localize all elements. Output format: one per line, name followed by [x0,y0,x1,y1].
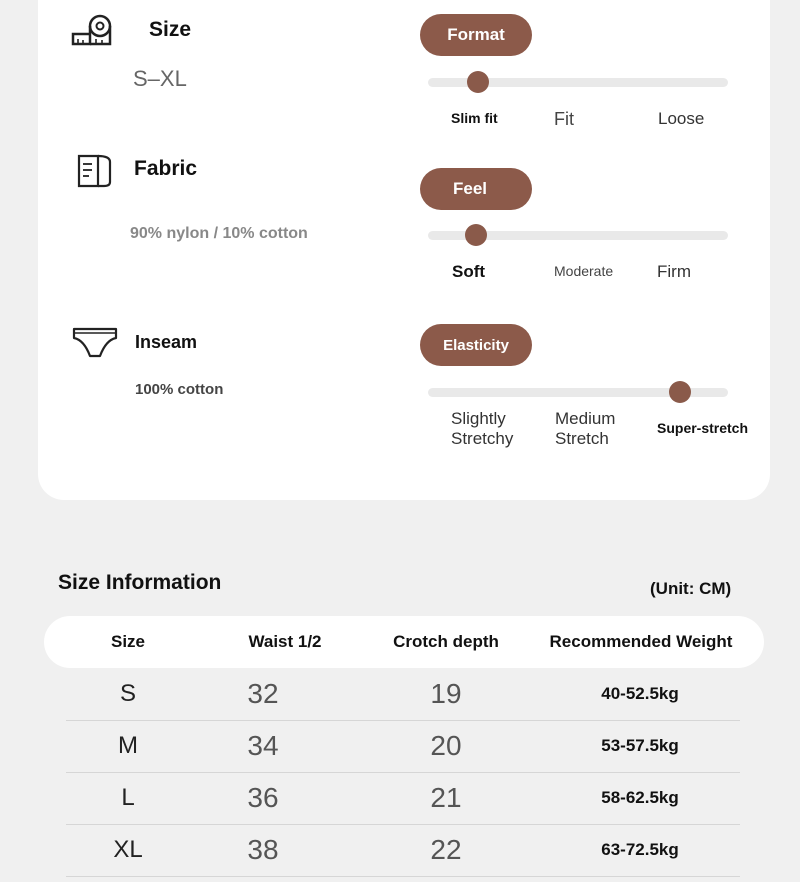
elasticity-knob [669,381,691,403]
header-size: Size [110,632,146,651]
format-label-slim-fit: Slim fit [451,110,498,126]
size-info-title: Size Information [58,571,222,594]
cell-waist: 32 [247,678,279,709]
header-recommended-weight: Recommended Weight [549,632,733,651]
cell-crotch-depth: 21 [430,782,462,813]
cell-size: S [119,680,136,707]
elasticity-label-slightly-stretchy: Slightly Stretchy [451,409,514,448]
feel-label-moderate: Moderate [554,263,614,279]
cell-weight: 53-57.5kg [601,736,679,755]
table-row [66,824,740,877]
size-attribute-title: Size [149,18,192,41]
format-label-fit: Fit [554,109,574,129]
cell-crotch-depth: 20 [430,730,462,761]
cell-size: XL [113,836,143,863]
header-waist: Waist 1/2 [248,632,322,651]
cell-size: L [121,784,135,811]
cell-waist: 36 [247,782,279,813]
format-label-loose: Loose [658,109,705,128]
cell-weight: 40-52.5kg [601,684,679,703]
size-attribute-value: S–XL [133,66,187,91]
feel-knob [465,224,487,246]
cell-waist: 38 [247,834,279,865]
cell-size: M [118,732,138,759]
format-knob [467,71,489,93]
cell-weight: 58-62.5kg [601,788,679,807]
fabric-attribute-title: Fabric [134,157,198,180]
fabric-roll-icon [76,152,114,190]
feel-pill: Feel [420,168,532,210]
size-table-header [44,616,764,668]
header-crotch-depth: Crotch depth [393,632,499,651]
format-pill: Format [420,14,532,56]
inseam-attribute-title: Inseam [135,332,198,352]
inseam-attribute-value: 100% cotton [135,381,224,398]
elasticity-pill: Elasticity [420,324,532,366]
feel-label-soft: Soft [452,262,486,281]
cell-waist: 34 [247,730,279,761]
table-row [66,772,740,825]
elasticity-label-super-stretch: Super-stretch [657,420,749,436]
fabric-attribute-value: 90% nylon / 10% cotton [130,225,308,242]
cell-weight: 63-72.5kg [601,840,679,859]
table-row [66,668,740,721]
size-info-unit: (Unit: CM) [650,579,732,598]
briefs-icon [72,326,118,360]
elasticity-label-medium-stretch: Medium Stretch [555,409,616,448]
cell-crotch-depth: 19 [430,678,462,709]
tape-measure-icon [70,14,118,50]
feel-label-firm: Firm [657,262,691,281]
table-row [66,720,740,773]
cell-crotch-depth: 22 [430,834,462,865]
